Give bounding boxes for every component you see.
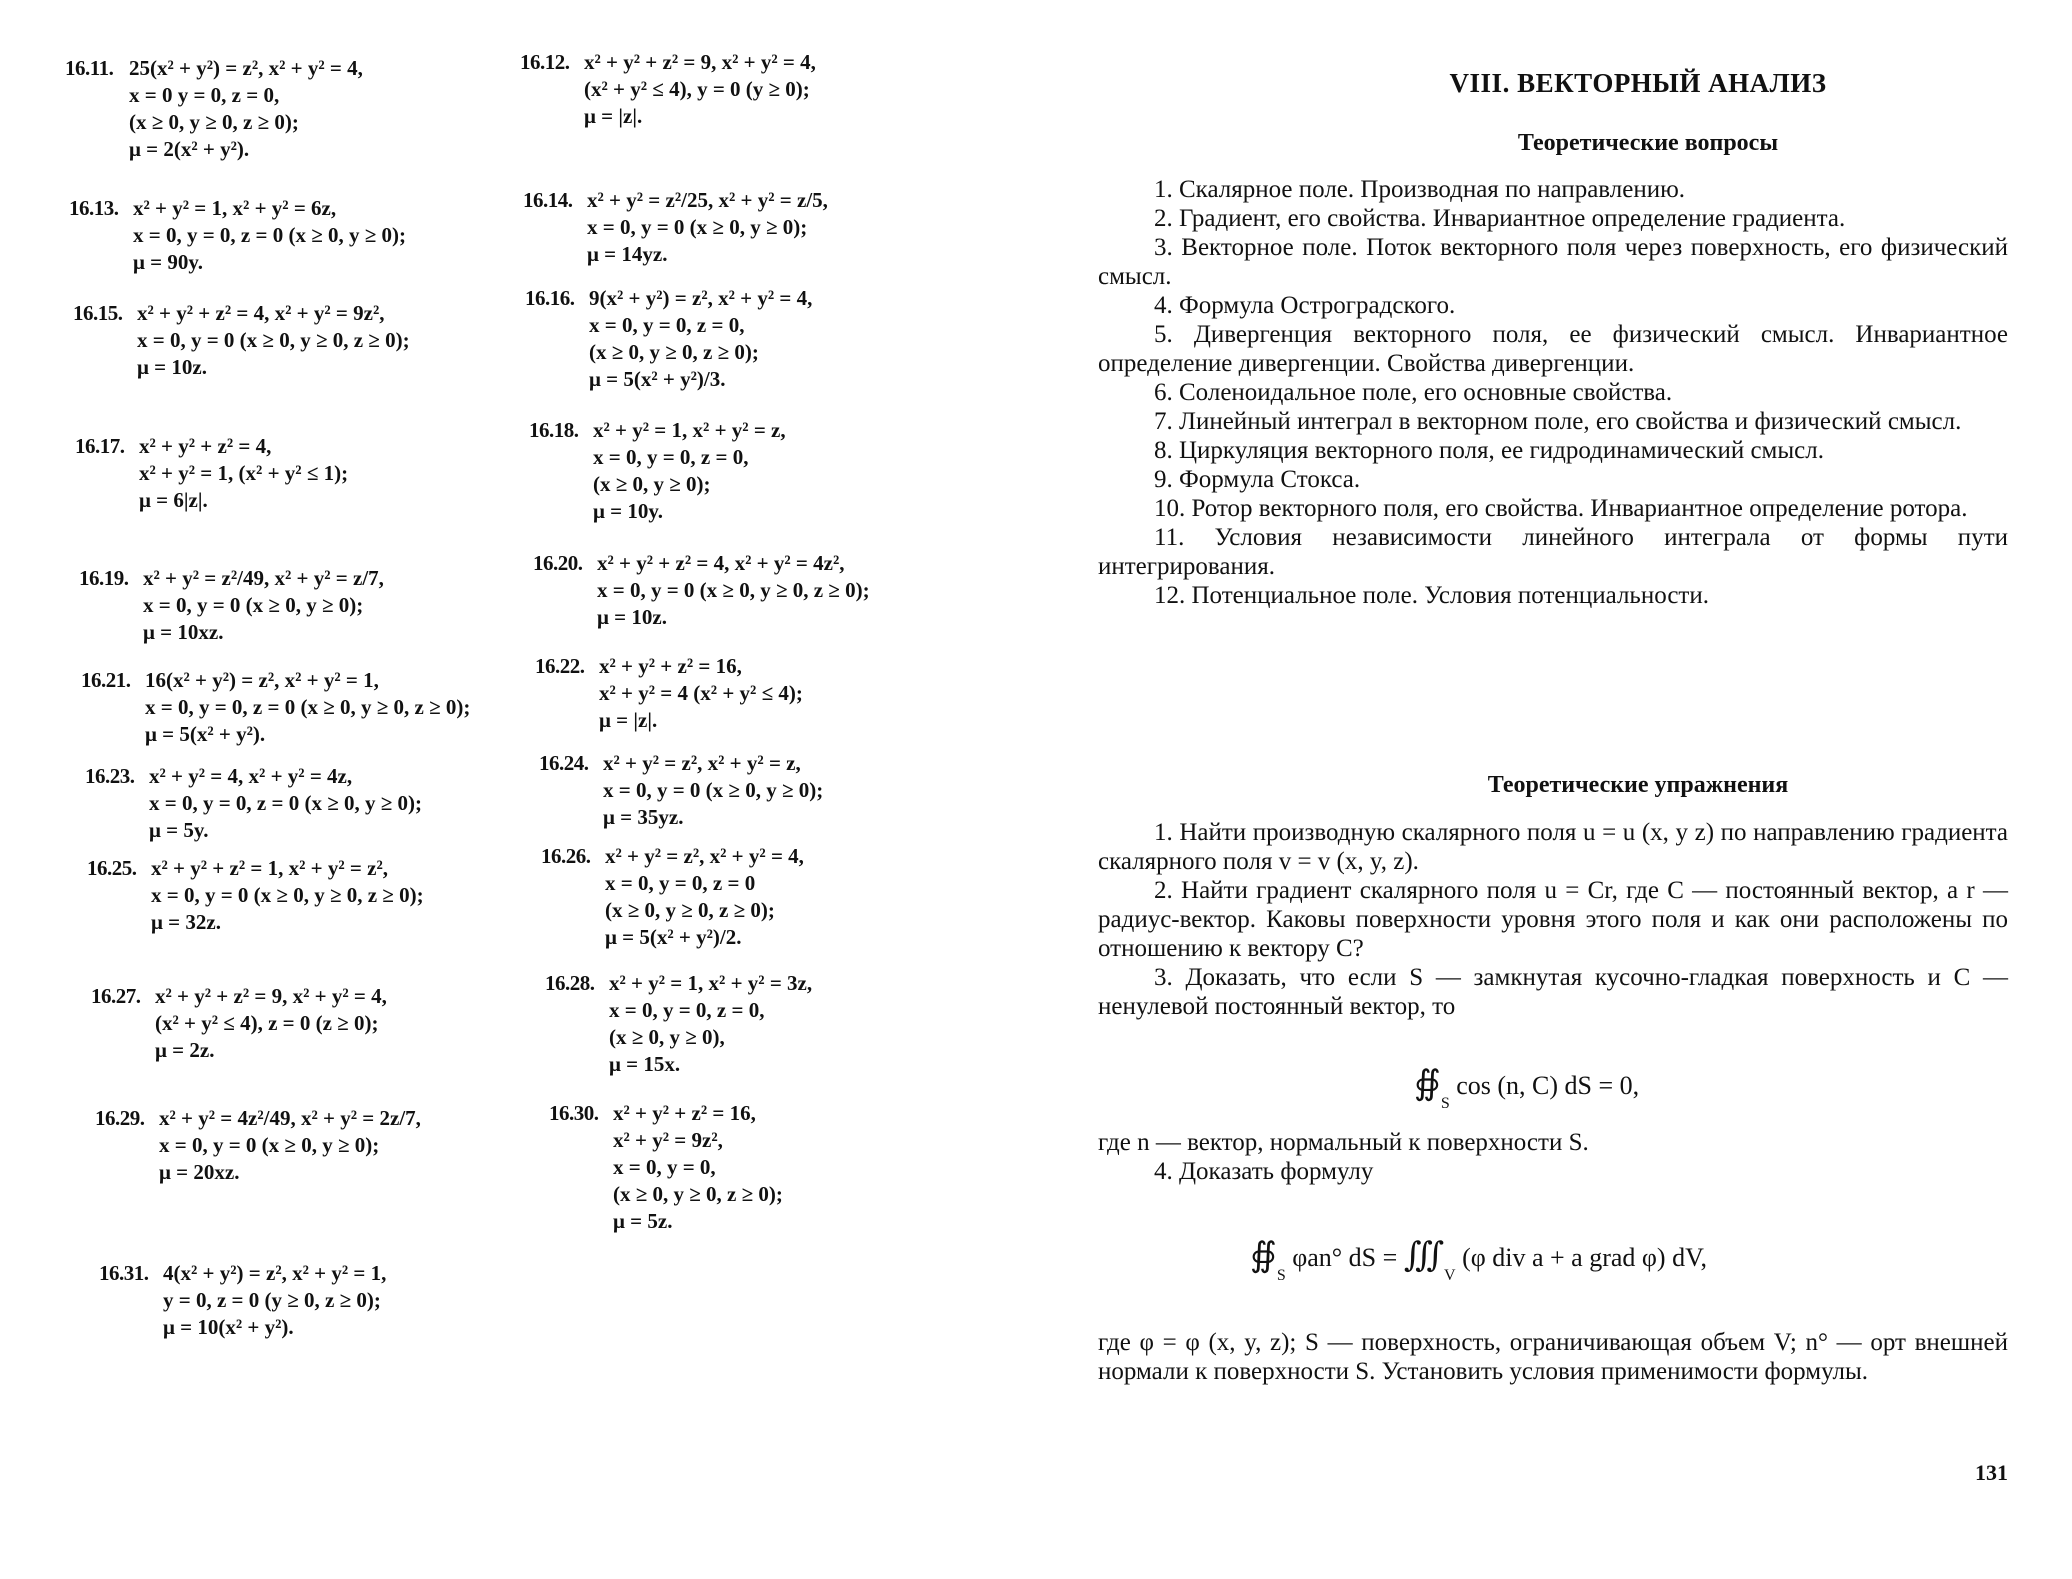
problem-line: x = 0, y = 0, z = 0 (x ≥ 0, y ≥ 0);	[133, 223, 406, 247]
problem-number: 16.18.	[529, 418, 579, 442]
problem-number: 16.30.	[549, 1101, 599, 1125]
problem-line: x² + y² = z²/25, x² + y² = z/5,	[587, 188, 828, 212]
exercise-item: 3. Доказать, что если S — замкнутая кусочно-гладкая поверхность и C — ненулевой постоянный вектор, то	[1098, 964, 2008, 1020]
problem-line: x² + y² = 4 (x² + y² ≤ 4);	[599, 681, 803, 705]
problem-line: x = 0, y = 0 (x ≥ 0, y ≥ 0, z ≥ 0);	[137, 328, 410, 352]
closing-text: где φ = φ (x, y, z); S — поверхность, ограничивающая объем V; n° — орт внешней нормали к поверхности S. Установить условия применимости формулы.	[1098, 1329, 2008, 1385]
surface-integral-symbol: ∯	[1414, 1065, 1441, 1102]
problem-number: 16.19.	[79, 566, 129, 590]
problem-number: 16.31.	[99, 1261, 149, 1285]
problem-number: 16.21.	[81, 668, 131, 692]
problem-line: x² + y² = z², x² + y² = z,	[603, 751, 801, 775]
problem-line: (x ≥ 0, y ≥ 0),	[609, 1025, 725, 1049]
problem-line: x² + y² = 4z²/49, x² + y² = 2z/7,	[159, 1106, 421, 1130]
problem-line: x = 0, y = 0,	[613, 1155, 716, 1179]
problem-line: x² + y² + z² = 4, x² + y² = 9z²,	[137, 301, 385, 325]
problem-line: μ = 2(x² + y²).	[129, 137, 250, 161]
problem-line: x = 0, y = 0 (x ≥ 0, y ≥ 0);	[603, 778, 824, 802]
problem-line: x² + y² + z² = 1, x² + y² = z²,	[151, 856, 388, 880]
chapter-title: VIII. ВЕКТОРНЫЙ АНАЛИЗ	[1449, 68, 1827, 98]
formula-lhs: φan° dS =	[1292, 1243, 1398, 1272]
problem-line: μ = 6|z|.	[139, 488, 208, 512]
problem-line: μ = 5(x² + y²).	[145, 722, 266, 746]
questions-heading: Теоретические вопросы	[1517, 130, 1779, 156]
problem-line: μ = 10z.	[137, 355, 207, 379]
problem-line: (x ≥ 0, y ≥ 0, z ≥ 0);	[605, 898, 775, 922]
problem-number: 16.14.	[523, 188, 573, 212]
formula-divergence-identity	[1250, 1235, 1707, 1284]
problem-line: x² + y² = 1, x² + y² = 3z,	[609, 971, 813, 995]
problem-line: 9(x² + y²) = z², x² + y² = 4,	[589, 286, 813, 310]
question-item: 4. Формула Остроградского.	[1154, 292, 1456, 319]
question-item: 7. Линейный интеграл в векторном поле, его свойства и физический смысл.	[1154, 408, 1962, 435]
problem-line: x² + y² = 9z²,	[613, 1128, 723, 1152]
problem-line: μ = 90y.	[133, 250, 203, 274]
problem-line: μ = 35yz.	[603, 805, 684, 829]
right-page	[1098, 60, 2008, 1500]
problem-line: μ = 5(x² + y²)/2.	[605, 925, 742, 949]
surface-integral-symbol: ∯	[1250, 1237, 1277, 1274]
problem-line: x² + y² + z² = 9, x² + y² = 4,	[584, 50, 816, 74]
problem-number: 16.16.	[525, 286, 575, 310]
problem-number: 16.26.	[541, 844, 591, 868]
problem-line: (x ≥ 0, y ≥ 0, z ≥ 0);	[589, 340, 759, 364]
problem-number: 16.28.	[545, 971, 595, 995]
problem-line: x² + y² + z² = 9, x² + y² = 4,	[155, 984, 387, 1008]
question-item: 11. Условия независимости линейного интеграла от формы пути интегрирования.	[1098, 524, 2008, 580]
problem-line: x = 0, y = 0 (x ≥ 0, y ≥ 0);	[143, 593, 364, 617]
problem-line: μ = 2z.	[155, 1038, 215, 1062]
exercises-heading: Теоретические упражнения	[1487, 772, 1789, 798]
exercise-item: 1. Найти производную скалярного поля u = u (x, y z) по направлению градиента скалярного поля v = v (x, y, z).	[1098, 819, 2008, 875]
problem-number: 16.13.	[69, 196, 119, 220]
problem-line: x² + y² + z² = 4, x² + y² = 4z²,	[597, 551, 845, 575]
problem-line: 25(x² + y²) = z², x² + y² = 4,	[129, 56, 363, 80]
problem-line: x = 0, y = 0, z = 0 (x ≥ 0, y ≥ 0, z ≥ 0);	[145, 695, 471, 719]
problem-line: x² + y² + z² = 16,	[599, 654, 742, 678]
exercises-list	[1098, 818, 2008, 1021]
exercises-continued	[1098, 1128, 2008, 1186]
page-number: 131	[1975, 1460, 2008, 1485]
problem-number: 16.24.	[539, 751, 589, 775]
problem-number: 16.11.	[65, 56, 114, 80]
problem-number: 16.27.	[91, 984, 141, 1008]
problem-line: x² + y² = 1, (x² + y² ≤ 1);	[139, 461, 349, 485]
problem-line: μ = 10z.	[597, 605, 667, 629]
problem-line: μ = 20xz.	[159, 1160, 240, 1184]
problem-line: x = 0, y = 0 (x ≥ 0, y ≥ 0, z ≥ 0);	[151, 883, 424, 907]
problem-line: μ = 5(x² + y²)/3.	[589, 367, 726, 391]
formula-body: cos (n, C) dS = 0,	[1456, 1071, 1640, 1100]
problem-line: x² + y² = 4, x² + y² = 4z,	[149, 764, 353, 788]
problem-line: y = 0, z = 0 (y ≥ 0, z ≥ 0);	[163, 1288, 381, 1312]
integral-subscript: S	[1440, 1095, 1450, 1112]
problem-line: μ = 32z.	[151, 910, 221, 934]
closing-paragraph	[1098, 1328, 2008, 1386]
problem-line: 4(x² + y²) = z², x² + y² = 1,	[163, 1261, 387, 1285]
problem-line: μ = 15x.	[609, 1052, 681, 1076]
problem-line: x² + y² = 1, x² + y² = 6z,	[133, 196, 337, 220]
question-item: 9. Формула Стокса.	[1154, 466, 1361, 493]
problem-line: x = 0 y = 0, z = 0,	[129, 83, 280, 107]
question-item: 2. Градиент, его свойства. Инвариантное определение градиента.	[1154, 205, 1846, 232]
integral-subscript: S	[1276, 1267, 1286, 1284]
exercise-item: 4. Доказать формулу	[1154, 1158, 1374, 1185]
problem-line: x = 0, y = 0, z = 0,	[589, 313, 745, 337]
problem-line: x = 0, y = 0 (x ≥ 0, y ≥ 0);	[159, 1133, 380, 1157]
problem-number: 16.15.	[73, 301, 123, 325]
problem-line: 16(x² + y²) = z², x² + y² = 1,	[145, 668, 379, 692]
problem-line: μ = |z|.	[584, 104, 643, 128]
question-item: 3. Векторное поле. Поток векторного поля через поверхность, его физический смысл.	[1098, 234, 2008, 290]
formula-rhs: (φ div a + a grad φ) dV,	[1462, 1243, 1707, 1272]
problem-line: x² + y² = z²/49, x² + y² = z/7,	[143, 566, 384, 590]
question-item: 8. Циркуляция векторного поля, ее гидродинамический смысл.	[1154, 437, 1824, 464]
problem-number: 16.20.	[533, 551, 583, 575]
question-item: 10. Ротор векторного поля, его свойства. Инвариантное определение ротора.	[1154, 495, 1968, 522]
integral-subscript: V	[1444, 1267, 1456, 1284]
problem-number: 16.23.	[85, 764, 135, 788]
formula-note: где n — вектор, нормальный к поверхности S.	[1098, 1129, 1589, 1156]
left-page	[55, 50, 955, 1375]
problem-line: x² + y² = z², x² + y² = 4,	[605, 844, 804, 868]
problem-line: x = 0, y = 0, z = 0,	[609, 998, 765, 1022]
exercise-item: 2. Найти градиент скалярного поля u = Cr, где C — постоянный вектор, а r — радиус-вектор. Каковы поверхности уровня этого поля и как они расположены по отношению к вектору C?	[1098, 877, 2008, 962]
problem-line: (x² + y² ≤ 4), z = 0 (z ≥ 0);	[155, 1011, 379, 1035]
problem-number: 16.22.	[535, 654, 585, 678]
problem-line: (x ≥ 0, y ≥ 0, z ≥ 0);	[129, 110, 299, 134]
problem-line: μ = 14yz.	[587, 242, 668, 266]
problem-line: (x² + y² ≤ 4), y = 0 (y ≥ 0);	[584, 77, 810, 101]
question-item: 12. Потенциальное поле. Условия потенциальности.	[1154, 582, 1709, 609]
problem-line: μ = 5z.	[613, 1209, 673, 1233]
problem-number: 16.12.	[520, 50, 570, 74]
problem-line: μ = 10(x² + y²).	[163, 1315, 294, 1339]
questions-list	[1098, 175, 2008, 610]
problem-line: μ = |z|.	[599, 708, 658, 732]
problem-line: μ = 5y.	[149, 818, 209, 842]
triple-integral-symbol: ∭	[1403, 1237, 1445, 1274]
problem-line: μ = 10y.	[593, 499, 663, 523]
question-item: 5. Дивергенция векторного поля, ее физический смысл. Инвариантное определение дивергенции. Свойства дивергенции.	[1098, 321, 2008, 377]
problem-line: x² + y² + z² = 16,	[613, 1101, 756, 1125]
question-item: 1. Скалярное поле. Производная по направлению.	[1154, 176, 1686, 203]
problem-line: x = 0, y = 0 (x ≥ 0, y ≥ 0, z ≥ 0);	[597, 578, 870, 602]
problem-line: (x ≥ 0, y ≥ 0, z ≥ 0);	[613, 1182, 783, 1206]
problem-line: x = 0, y = 0, z = 0 (x ≥ 0, y ≥ 0);	[149, 791, 422, 815]
problem-number: 16.17.	[75, 434, 125, 458]
problem-number: 16.29.	[95, 1106, 145, 1130]
problem-number: 16.25.	[87, 856, 137, 880]
question-item: 6. Соленоидальное поле, его основные свойства.	[1154, 379, 1673, 406]
problem-line: x = 0, y = 0, z = 0	[605, 871, 756, 895]
problem-line: x² + y² + z² = 4,	[139, 434, 272, 458]
problem-line: x = 0, y = 0, z = 0,	[593, 445, 749, 469]
problem-line: μ = 10xz.	[143, 620, 224, 644]
problem-line: (x ≥ 0, y ≥ 0);	[593, 472, 711, 496]
problem-line: x² + y² = 1, x² + y² = z,	[593, 418, 786, 442]
formula-surface-integral	[1414, 1063, 1640, 1112]
problem-line: x = 0, y = 0 (x ≥ 0, y ≥ 0);	[587, 215, 808, 239]
